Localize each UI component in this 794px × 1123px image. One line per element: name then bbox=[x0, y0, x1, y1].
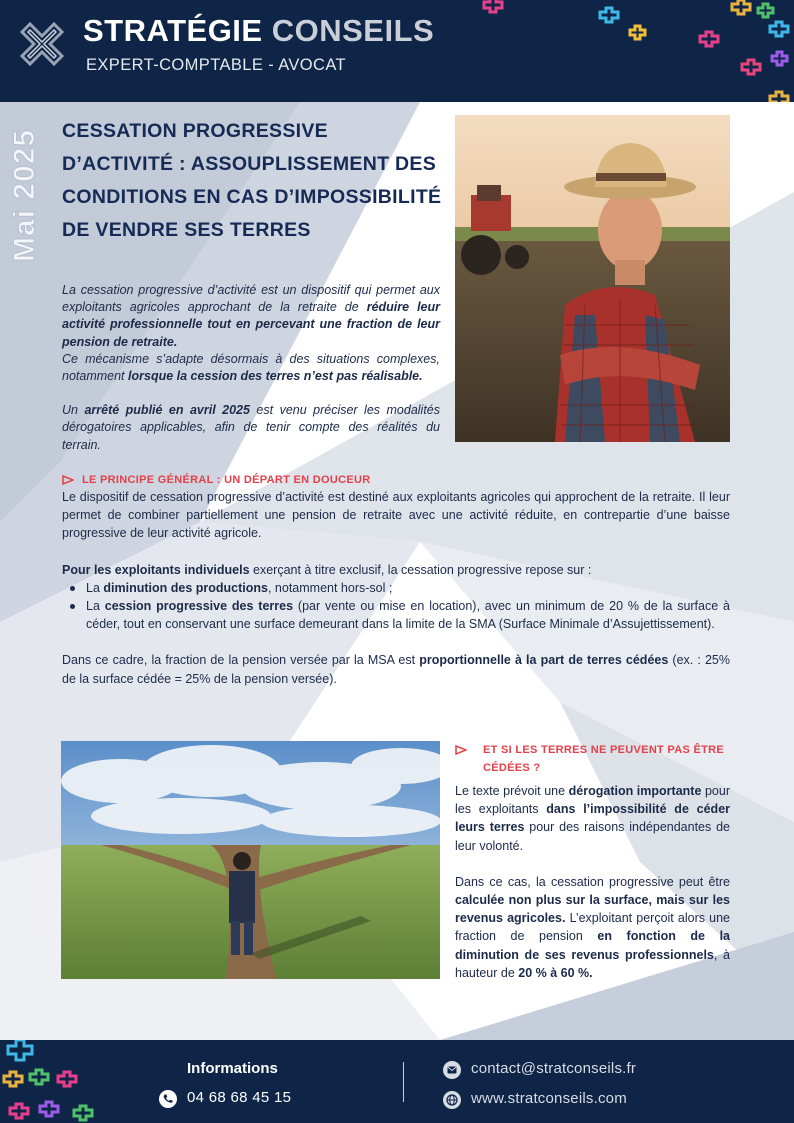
derog-p2-bold-3: 20 % à 60 %. bbox=[518, 965, 593, 980]
bullet1-bold: diminution des productions bbox=[103, 580, 268, 595]
farmer-photo bbox=[455, 115, 730, 442]
footer-divider bbox=[403, 1062, 404, 1102]
section-body-derogation bbox=[455, 782, 730, 982]
bullet2-bold: cession progressive des terres bbox=[104, 599, 294, 614]
derog-p2-text-2: L’exploitant perçoit alors une fraction de pension bbox=[455, 911, 730, 944]
play-arrow-icon bbox=[455, 745, 467, 755]
section-heading-text: ET SI LES TERRES NE PEUVENT PAS ÊTRE CÉDÉES ? bbox=[483, 744, 725, 774]
list-item bbox=[62, 597, 730, 633]
globe-icon bbox=[443, 1091, 461, 1109]
derog-p1-bold: dérogation importante bbox=[568, 784, 702, 798]
bullet1-text: La bbox=[86, 580, 104, 595]
crossroads-field-photo bbox=[61, 741, 440, 979]
derogation-paragraph-2 bbox=[455, 873, 730, 982]
bullet2-text-end: (par vente ou mise en location), avec un minimum de 20 % de la surface à céder, tout en conservant une surface demeurant dans la limite de la SMA (Surface Minimale d’Assujettissement). bbox=[86, 599, 730, 632]
section-heading-text: LE PRINCIPE GÉNÉRAL : UN DÉPART EN DOUCEUR bbox=[82, 474, 371, 486]
mail-icon bbox=[443, 1061, 461, 1079]
principe-paragraph-1: Le dispositif de cessation progressive d’activité est destiné aux exploitants agricoles qui approchent de la retraite. Il leur permet de combiner partiellement une pension de retraite avec une activité réduite, en contrepartie d’une baisse progressive de leur activité agricole. bbox=[62, 490, 730, 541]
intro-paragraph-2 bbox=[62, 351, 440, 385]
principe-p3-text: Dans ce cadre, la fraction de la pension versée par la MSA est bbox=[62, 653, 420, 668]
cross-logo-icon bbox=[16, 18, 68, 70]
brand-name bbox=[83, 14, 434, 48]
list-item bbox=[62, 579, 730, 597]
derog-p2-text-3: , à hauteur de bbox=[455, 947, 730, 980]
decorative-crosses-icon bbox=[470, 0, 794, 102]
intro-p3-bold: arrêté publié en avril 2025 bbox=[84, 403, 250, 418]
principe-p2-bold: Pour les exploitants individuels bbox=[62, 562, 250, 577]
phone-number-link[interactable]: 04 68 68 45 15 bbox=[187, 1089, 292, 1106]
intro-p3-text: Un bbox=[62, 403, 85, 418]
derog-p1-bold-2: dans l’impossibilité de céder leurs terres bbox=[455, 802, 731, 835]
principe-bullet-list bbox=[62, 579, 730, 634]
website-link[interactable]: www.stratconseils.com bbox=[471, 1090, 627, 1107]
derog-p2-text: Dans ce cas, la cessation progressive peut être bbox=[455, 874, 730, 889]
section-heading-principe bbox=[62, 471, 370, 489]
brand-name-part1: STRATÉGIE bbox=[83, 13, 263, 48]
intro-p3-text-end: est venu préciser les modalités dérogatoires applicables, afin de tenir compte des réalités du terrain. bbox=[62, 403, 440, 452]
derogation-paragraph-1 bbox=[455, 782, 730, 855]
intro-paragraph-3 bbox=[62, 402, 440, 454]
email-link[interactable]: contact@stratconseils.fr bbox=[471, 1060, 637, 1077]
intro-p2-bold: lorsque la cession des terres n’est pas réalisable. bbox=[128, 369, 423, 384]
header-banner bbox=[0, 0, 794, 102]
intro-p1-bold: réduire leur activité professionnelle tout en percevant une fraction de leur pension de retraite. bbox=[62, 300, 440, 349]
intro-paragraph-1 bbox=[62, 282, 440, 351]
principe-p3-bold: proportionnelle à la part de terres cédées bbox=[419, 653, 669, 668]
brand-tagline: EXPERT-COMPTABLE - AVOCAT bbox=[86, 56, 346, 74]
derog-p1-text-2: pour les exploitants bbox=[455, 784, 730, 817]
issue-date: Mai 2025 bbox=[8, 128, 41, 262]
principe-p3-text-end: (ex. : 25% de la surface cédée = 25% de la pension versée). bbox=[62, 653, 730, 686]
bullet1-text-end: , notamment hors-sol ; bbox=[267, 580, 393, 595]
footer-info-title: Informations bbox=[187, 1060, 278, 1077]
derog-p2-bold-2: en fonction de la diminution de ses revenus professionnels bbox=[455, 929, 730, 962]
decorative-crosses-icon bbox=[0, 1040, 110, 1123]
intro-p2-text: Ce mécanisme s’adapte désormais à des situations complexes, notamment bbox=[62, 351, 440, 384]
play-arrow-icon bbox=[62, 475, 74, 485]
principe-p2-text: exerçant à titre exclusif, la cessation progressive repose sur : bbox=[249, 562, 592, 577]
intro-p1-text: La cessation progressive d’activité est un dispositif qui permet aux exploitants agricoles approchant de la retraite de bbox=[62, 283, 440, 315]
principe-paragraph-3 bbox=[62, 651, 730, 687]
footer-banner bbox=[0, 1040, 794, 1123]
principe-paragraph-2 bbox=[62, 561, 730, 579]
derog-p1-text: Le texte prévoit une bbox=[455, 784, 569, 798]
derog-p1-text-end: pour des raisons indépendantes de leur volonté. bbox=[455, 820, 730, 853]
phone-icon bbox=[159, 1090, 177, 1108]
bullet2-text: La bbox=[86, 599, 105, 614]
article-intro bbox=[62, 282, 440, 454]
section-body-principe bbox=[62, 488, 730, 688]
article-title: CESSATION PROGRESSIVE D’ACTIVITÉ : ASSOUPLISSEMENT DES CONDITIONS EN CAS D’IMPOSSIBILITÉ DE VENDRE SES TERRES bbox=[62, 120, 442, 241]
brand-name-part2: CONSEILS bbox=[271, 13, 435, 48]
derog-p2-bold: calculée non plus sur la surface, mais sur les revenus agricoles. bbox=[455, 893, 730, 926]
section-heading-derogation bbox=[455, 741, 730, 777]
